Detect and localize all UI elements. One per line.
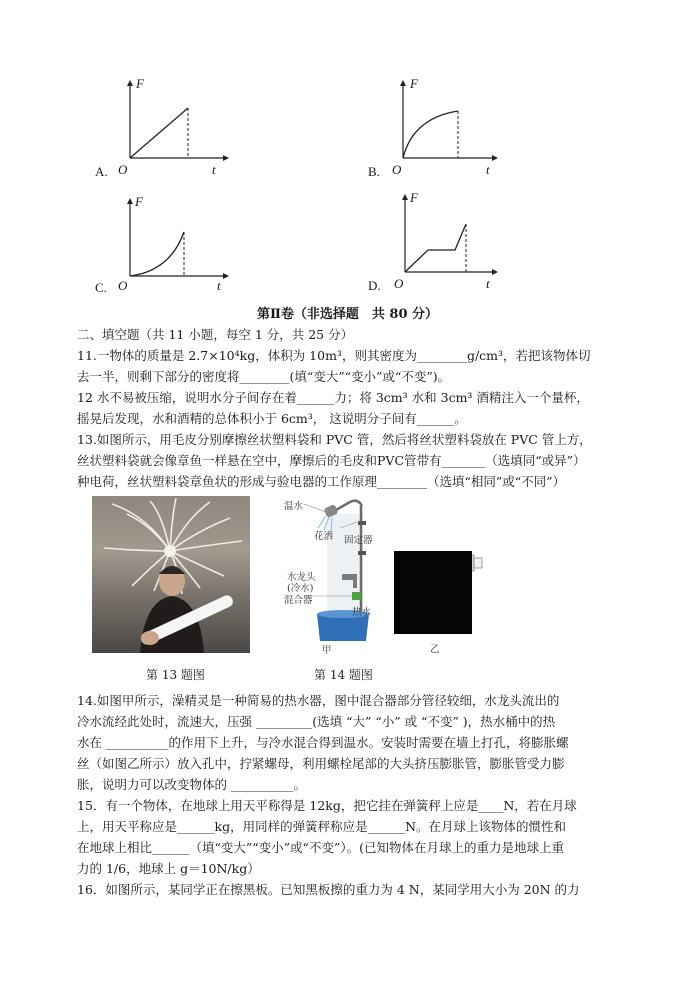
graph-a-x-label: t bbox=[212, 162, 216, 177]
graph-option-c bbox=[95, 196, 235, 301]
label-mixer: 混合器 bbox=[284, 595, 313, 606]
option-d-label: D. bbox=[368, 278, 381, 293]
option-a-label: A. bbox=[95, 164, 108, 179]
q16-line-1: 16．如图所示，某同学正在擦黑板。已知黑板擦的重力为 4 N，某同学用大小为 20N 的力 bbox=[77, 882, 580, 897]
q15-line-2: 上，用天平称应是______kg，用同样的弹簧秤称应是______N。在月球上该物体的惯性和 bbox=[77, 819, 567, 834]
graph-d-y-label: F bbox=[410, 190, 418, 205]
label-cold-water: (冷水) bbox=[287, 583, 314, 594]
label-yi: 乙 bbox=[430, 644, 440, 655]
q15-line-4: 力的 1/6，地球上 g＝10N/kg） bbox=[77, 861, 260, 876]
q14-line-2: 冷水流经此处时，流速大，压强 _________(选填 “大” “小” 或 “不变” )，热水桶中的热 bbox=[77, 714, 556, 729]
option-c-label: C. bbox=[95, 280, 107, 295]
label-shower: 花洒 bbox=[314, 531, 334, 542]
q12-line-2: 摇晃后发现，水和酒精的总体积小于 6cm³， 这说明分子间有______。 bbox=[77, 411, 467, 426]
graph-a-y-label: F bbox=[136, 76, 144, 91]
figure-14-jia bbox=[282, 496, 386, 656]
q12-line-1: 12 水不易被压缩，说明水分子间存在着______力；将 3cm³ 水和 3cm³ 酒精注入一个量杯， bbox=[77, 390, 589, 405]
q14-line-3: 水在 __________的作用下上升，与冷水混合得到温水。安装时需要在墙上打孔，将膨胀螺 bbox=[77, 735, 569, 750]
questions-block-2 bbox=[77, 690, 617, 900]
q13-line-1: 13.如图所示，用毛皮分别摩擦丝状塑料袋和 PVC 管，然后将丝状塑料袋放在 PVC 管上方， bbox=[77, 432, 592, 447]
figure-13-photo bbox=[92, 496, 250, 653]
q15-line-3: 在地球上相比______（填“变大”“变小”或“不变”）。(已知物体在月球上的重力是地球上重 bbox=[77, 840, 564, 855]
graph-c-x-label: t bbox=[217, 278, 221, 293]
graph-option-d bbox=[368, 190, 508, 300]
graph-d-x-label: t bbox=[486, 276, 490, 291]
caption-fig13: 第 13 题图 bbox=[146, 668, 205, 682]
plastic-octopus-icon bbox=[92, 496, 250, 653]
expansion-bolt-panel bbox=[394, 551, 472, 634]
option-b-label: B. bbox=[368, 164, 380, 179]
graph-a-origin: O bbox=[118, 162, 128, 177]
q14-line-1: 14.如图甲所示，澡精灵是一种简易的热水器，图中混合器部分管径较细，水龙头流出的 bbox=[77, 693, 560, 708]
q13-line-3: 种电荷，丝状塑料袋章鱼状的形成与验电器的工作原理________（选填“相同”或“不同”） bbox=[77, 474, 566, 489]
graph-d-origin: O bbox=[394, 276, 404, 291]
graph-b-x-label: t bbox=[486, 162, 490, 177]
label-fixer: 固定器 bbox=[344, 535, 373, 546]
label-warm-water: 温水 bbox=[284, 501, 304, 512]
graph-option-b bbox=[368, 78, 508, 183]
section-title: 第Ⅱ卷（非选择题 共 80 分） bbox=[256, 307, 439, 322]
questions-block-1 bbox=[77, 324, 617, 492]
graph-c-y-label: F bbox=[135, 194, 143, 209]
q11-line-2: 去一半，则剩下部分的密度将________(填“变大”“变小”或“不变”)。 bbox=[77, 369, 451, 384]
label-faucet: 水龙头 bbox=[287, 572, 316, 583]
label-jia: 甲 bbox=[322, 645, 332, 656]
graph-b-origin: O bbox=[392, 162, 402, 177]
q11-line-1: 11.一物体的质量是 2.7×10⁴kg，体积为 10m³，则其密度为________g/cm³，若把该物体切 bbox=[77, 348, 591, 363]
q14-line-5: 胀，说明力可以改变物体的 __________。 bbox=[77, 777, 306, 792]
q14-line-4: 丝（如图乙所示）放入孔中，拧紧螺母，利用螺栓尾部的大头挤压膨胀管，膨胀管受力膨 bbox=[77, 756, 565, 771]
graph-b-y-label: F bbox=[410, 76, 418, 91]
part-heading: 二、填空题（共 11 小题，每空 1 分，共 25 分） bbox=[77, 327, 354, 342]
q13-line-2: 丝状塑料袋就会像章鱼一样悬在空中，摩擦后的毛皮和PVC管带有_______（选填同“或异”） bbox=[77, 453, 586, 468]
graph-option-a bbox=[95, 78, 235, 183]
graph-c-svg bbox=[95, 196, 235, 301]
graph-c-origin: O bbox=[118, 278, 128, 293]
figure-14-yi bbox=[394, 551, 494, 656]
q15-line-1: 15．有一个物体，在地球上用天平称得是 12kg，把它挂在弹簧秤上应是____N，若在月球 bbox=[77, 798, 577, 813]
caption-fig14: 第 14 题图 bbox=[314, 668, 373, 682]
label-hot-water: 热水 bbox=[352, 607, 372, 618]
